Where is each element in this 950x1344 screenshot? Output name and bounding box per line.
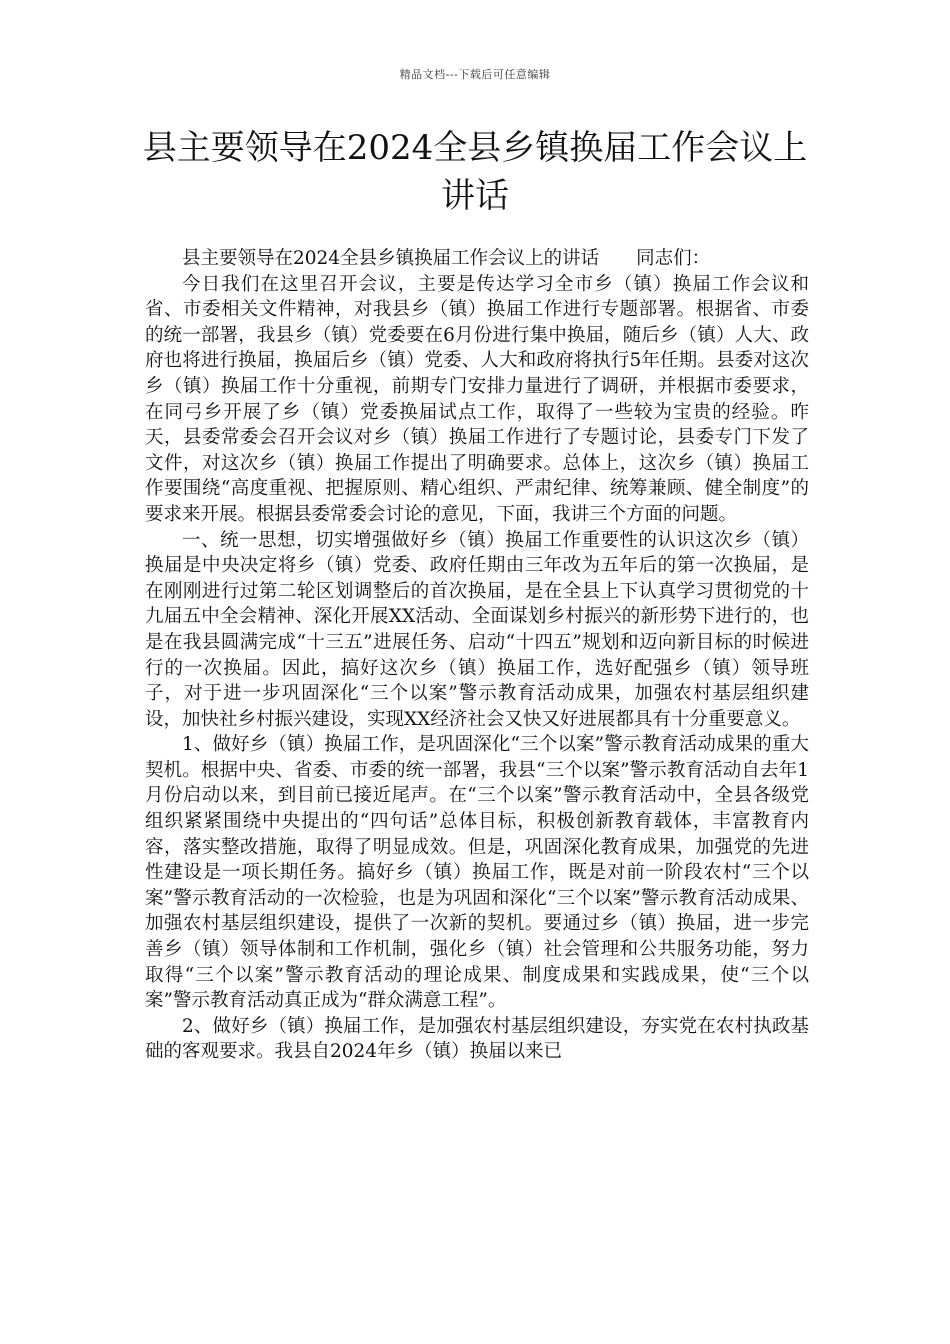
header-note: 精品文档---下载后可任意编辑 <box>399 68 551 81</box>
paragraph-section-1: 一、统一思想，切实增强做好乡（镇）换届工作重要性的认识这次乡（镇）换届是中央决定将乡（镇）党委、政府任期由三年改为五年后的第一次换届，是在刚刚进行过第二轮区划调整后的首次换届，是在全县上下认真学习贯彻党的十九届五中全会精神、深化开展XX活动、全面谋划乡村振兴的新形势下进行的，也是在我县圆满完成“十三五”进展任务、启动“十四五”规划和迈向新目标的时候进行的一次换届。因此，搞好这次乡（镇）换届工作，选好配强乡（镇）领导班子，对于进一步巩固深化“三个以案”警示教育活动成果，加强农村基层组织建设，加快社乡村振兴建设，实现XX经济社会又快又好进展都具有十分重要意义。 <box>145 529 809 730</box>
paragraph-intro: 今日我们在这里召开会议，主要是传达学习全市乡（镇）换届工作会议和省、市委相关文件精神，对我县乡（镇）换届工作进行专题部署。根据省、市委的统一部署，我县乡（镇）党委要在6月份进行集中换届，随后乡（镇）人大、政府也将进行换届，换届后乡（镇）党委、人大和政府将执行5年任期。县委对这次乡（镇）换届工作十分重视，前期专门安排力量进行了调研，并根据市委要求，在同弓乡开展了乡（镇）党委换届试点工作，取得了一些较为宝贵的经验。昨天，县委常委会召开会议对乡（镇）换届工作进行了专题讨论，县委专门下发了文件，对这次乡（镇）换届工作提出了明确要求。总体上，这次乡（镇）换届工作要围绕“高度重视、把握原则、精心组织、严肃纪律、统筹兼顾、健全制度”的要求来开展。根据县委常委会讨论的意见，下面，我讲三个方面的问题。 <box>145 273 809 525</box>
paragraph-point-1: 1、做好乡（镇）换届工作，是巩固深化“三个以案”警示教育活动成果的重大契机。根据中央、省委、市委的统一部署，我县“三个以案”警示教育活动自去年1月份启动以来，到目前已接近尾声。在“三个以案”警示教育活动中，全县各级党组织紧紧围绕中央提出的“四句话”总体目标，积极创新教育载体，丰富教育内容，落实整改措施，取得了明显成效。但是，巩固深化教育成果，加强党的先进性建设是一项长期任务。搞好乡（镇）换届工作，既是对前一阶段农村“三个以案”警示教育活动的一次检验，也是为巩固和深化“三个以案”警示教育活动成果、加强农村基层组织建设，提供了一次新的契机。要通过乡（镇）换届，进一步完善乡（镇）领导体制和工作机制，强化乡（镇）社会管理和公共服务功能，努力取得“三个以案”警示教育活动的理论成果、制度成果和实践成果，使“三个以案”警示教育活动真正成为“群众满意工程”。 <box>145 734 809 1012</box>
paragraph-point-2: 2、做好乡（镇）换届工作，是加强农村基层组织建设，夯实党在农村执政基础的客观要求。我县自2024年乡（镇）换届以来已 <box>145 1015 809 1063</box>
paragraph-greeting: 县主要领导在2024全县乡镇换届工作会议上的讲话 同志们： <box>182 248 711 269</box>
document-body <box>145 246 809 1065</box>
document-title: 县主要领导在2024全县乡镇换届工作会议上讲话 <box>142 128 808 216</box>
